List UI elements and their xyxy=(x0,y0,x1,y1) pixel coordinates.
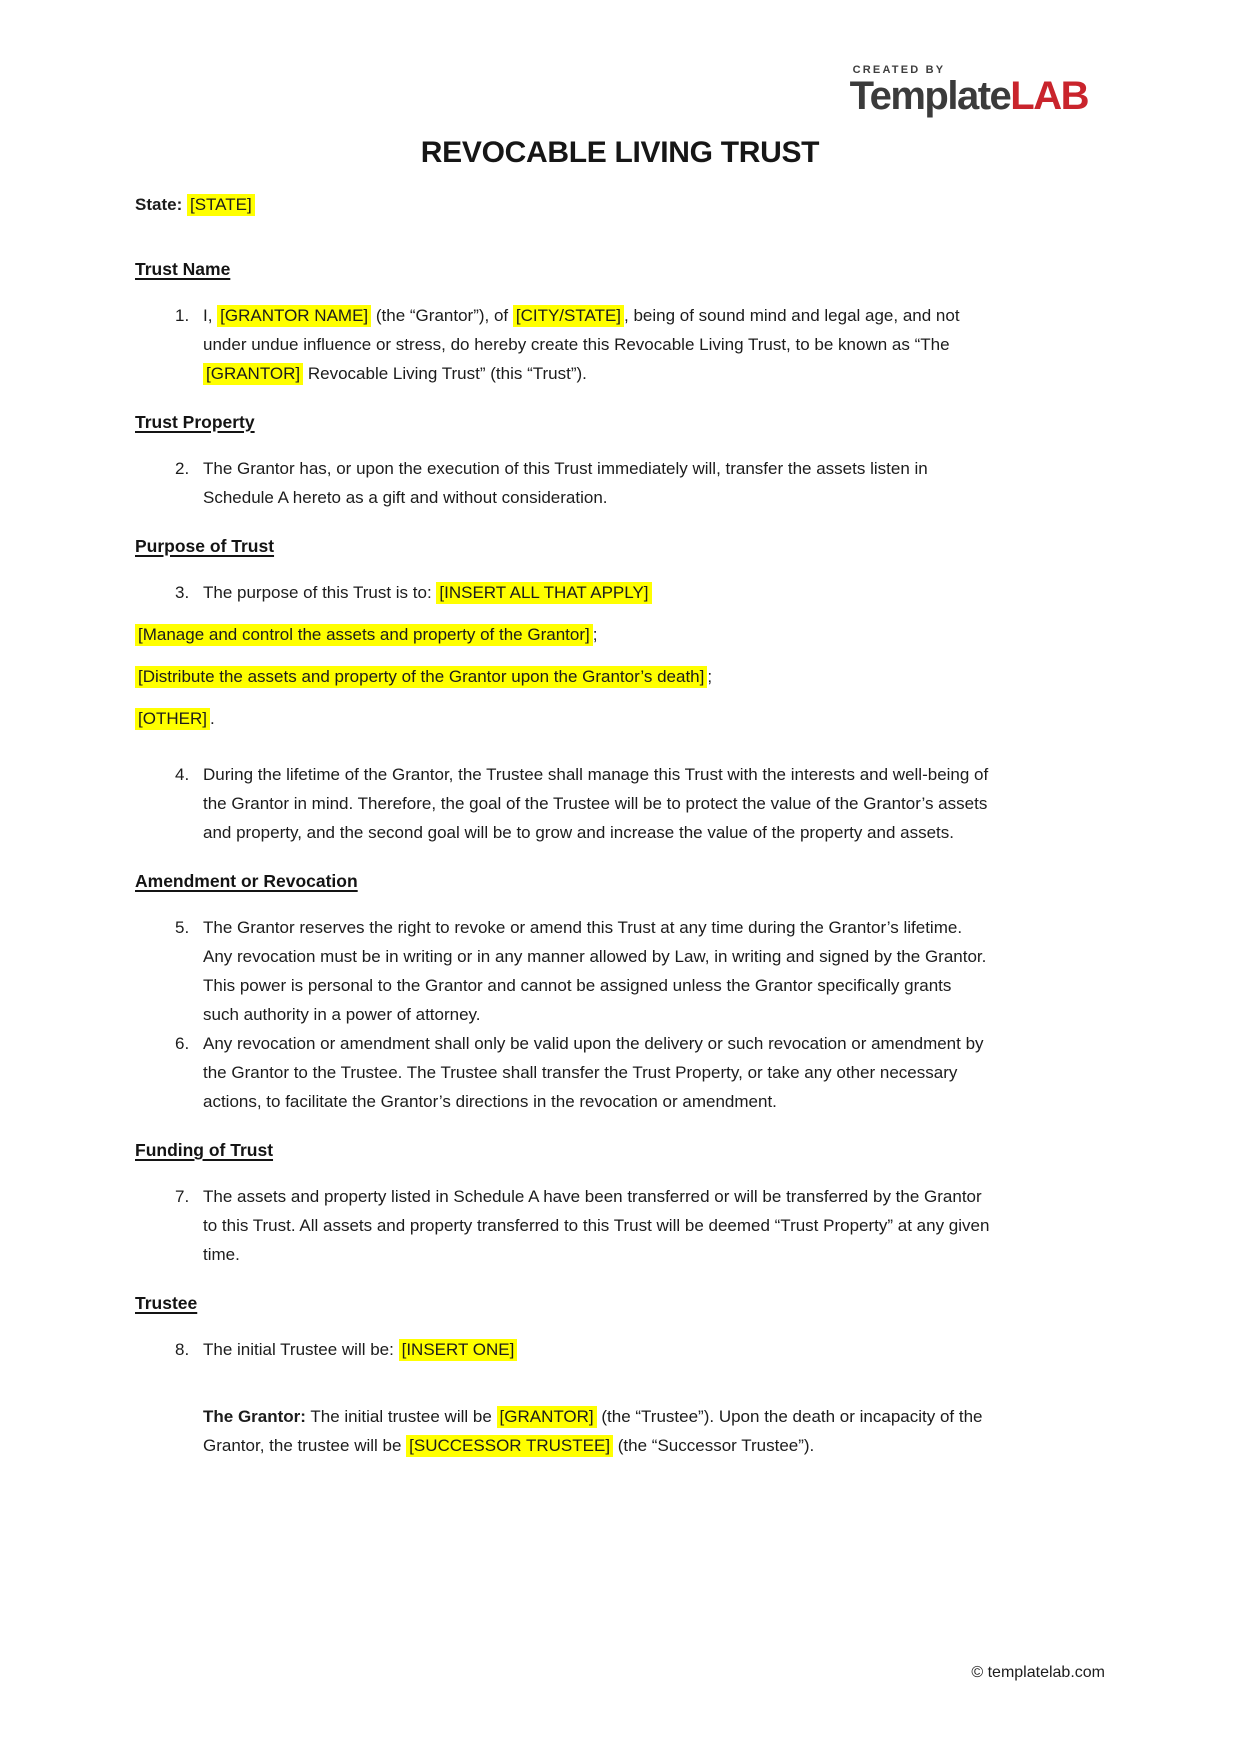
section-heading-trustee: Trustee xyxy=(135,1293,198,1313)
text-run: ; xyxy=(707,667,713,686)
list-item-1 xyxy=(135,301,995,388)
text-run: (the “Grantor”), of xyxy=(371,306,513,325)
item-text xyxy=(203,1335,991,1364)
item-number: 3. xyxy=(175,583,190,602)
text-run: , being of sound mind and legal age, and not under undue influence or stress, do hereby create this Revocable Living Trust, to be known as “The xyxy=(203,306,960,354)
trustee-grantor-paragraph xyxy=(135,1402,995,1460)
list-item-3 xyxy=(135,578,995,607)
placeholder-grantor: [GRANTOR] xyxy=(497,1406,597,1428)
list-item-6 xyxy=(135,1029,995,1116)
section-heading-purpose-of-trust: Purpose of Trust xyxy=(135,536,275,556)
logo-wordmark-template: Template xyxy=(849,74,1011,118)
item-number: 6. xyxy=(175,1034,190,1053)
list-item-8 xyxy=(135,1335,995,1364)
purpose-option-distribute-placeholder: [Distribute the assets and property of the Grantor upon the Grantor’s death] xyxy=(135,666,707,688)
text-run: (the “Trustee”). Upon the death or incapacity of the Grantor, the trustee will be xyxy=(203,1407,983,1455)
list-item-2 xyxy=(135,454,995,512)
item-number: 2. xyxy=(175,459,190,478)
logo-wordmark xyxy=(850,76,1088,116)
item-text: Any revocation or amendment shall only be valid upon the delivery or such revocation or amendment by the Grantor to the Trustee. The Trustee shall transfer the Trust Property, or take any other necessary actions, to facilitate the Grantor’s directions in the revocation or amendment. xyxy=(203,1034,984,1111)
state-label: State: xyxy=(135,195,183,214)
text-run: Revocable Living Trust” (this “Trust”). xyxy=(303,364,587,383)
list-item-4 xyxy=(135,760,995,847)
list-item-7 xyxy=(135,1182,995,1269)
purpose-option-other xyxy=(135,704,1035,733)
text-run: The initial Trustee will be: xyxy=(203,1340,399,1359)
text-run: I, xyxy=(203,306,218,325)
item-text: The Grantor reserves the right to revoke or amend this Trust at any time during the Grantor’s lifetime. Any revocation must be in writing or in any manner allowed by Law, in writing and signed by the Grantor. This power is personal to the Grantor and cannot be assigned unless the Grantor specifically grants such authority in a power of attorney. xyxy=(203,918,987,1024)
purpose-option-other-placeholder: [OTHER] xyxy=(135,708,210,730)
item-number: 4. xyxy=(175,765,190,784)
purpose-option-manage xyxy=(135,620,1035,649)
section-heading-funding-of-trust: Funding of Trust xyxy=(135,1140,274,1160)
templatelab-logo xyxy=(850,64,1088,116)
footer-copyright: © templatelab.com xyxy=(971,1664,1105,1681)
text-run: The purpose of this Trust is to: xyxy=(203,583,437,602)
item-number: 8. xyxy=(175,1340,190,1359)
item-text: During the lifetime of the Grantor, the Trustee shall manage this Trust with the interests and well-being of the Grantor in mind. Therefore, the goal of the Trustee will be to protect the value of the Grantor’s assets and property, and the second goal will be to grow and increase the value of the property and assets. xyxy=(203,765,989,842)
section-heading-trust-name: Trust Name xyxy=(135,259,231,279)
state-line xyxy=(135,194,1105,215)
placeholder-grantor-name: [GRANTOR NAME] xyxy=(217,305,371,327)
section-heading-amendment-or-revocation: Amendment or Revocation xyxy=(135,871,358,891)
item-number: 7. xyxy=(175,1187,190,1206)
text-run: (the “Successor Trustee”). xyxy=(613,1436,815,1455)
placeholder-successor-trustee: [SUCCESSOR TRUSTEE] xyxy=(406,1435,613,1457)
text-run: . xyxy=(209,709,215,728)
placeholder-insert-one: [INSERT ONE] xyxy=(399,1339,518,1361)
item-text xyxy=(203,578,991,607)
item-text: The assets and property listed in Schedule A have been transferred or will be transferred by the Grantor to this Trust. All assets and property transferred to this Trust will be deemed “Trust Property” at any given time. xyxy=(203,1187,990,1264)
state-value-placeholder: [STATE] xyxy=(187,194,255,216)
text-run: The initial trustee will be xyxy=(305,1407,497,1426)
purpose-option-distribute xyxy=(135,662,1035,691)
list-item-5 xyxy=(135,913,995,1029)
purpose-option-manage-placeholder: [Manage and control the assets and property of the Grantor] xyxy=(135,624,593,646)
placeholder-insert-all-that-apply: [INSERT ALL THAT APPLY] xyxy=(436,582,651,604)
item-text: The Grantor has, or upon the execution of this Trust immediately will, transfer the assets listen in Schedule A hereto as a gift and without consideration. xyxy=(203,459,928,507)
logo-wordmark-lab: LAB xyxy=(1010,74,1088,118)
item-number: 1. xyxy=(175,306,190,325)
item-number: 5. xyxy=(175,918,190,937)
placeholder-city-state: [CITY/STATE] xyxy=(513,305,624,327)
text-run: ; xyxy=(592,625,598,644)
item-text xyxy=(203,301,991,388)
page-title: REVOCABLE LIVING TRUST xyxy=(420,136,820,169)
logo-created-by: CREATED BY xyxy=(852,64,946,76)
grantor-run-label: The Grantor: xyxy=(203,1407,306,1426)
item-text xyxy=(203,1402,991,1460)
placeholder-grantor: [GRANTOR] xyxy=(203,363,303,385)
section-heading-trust-property: Trust Property xyxy=(135,412,255,432)
